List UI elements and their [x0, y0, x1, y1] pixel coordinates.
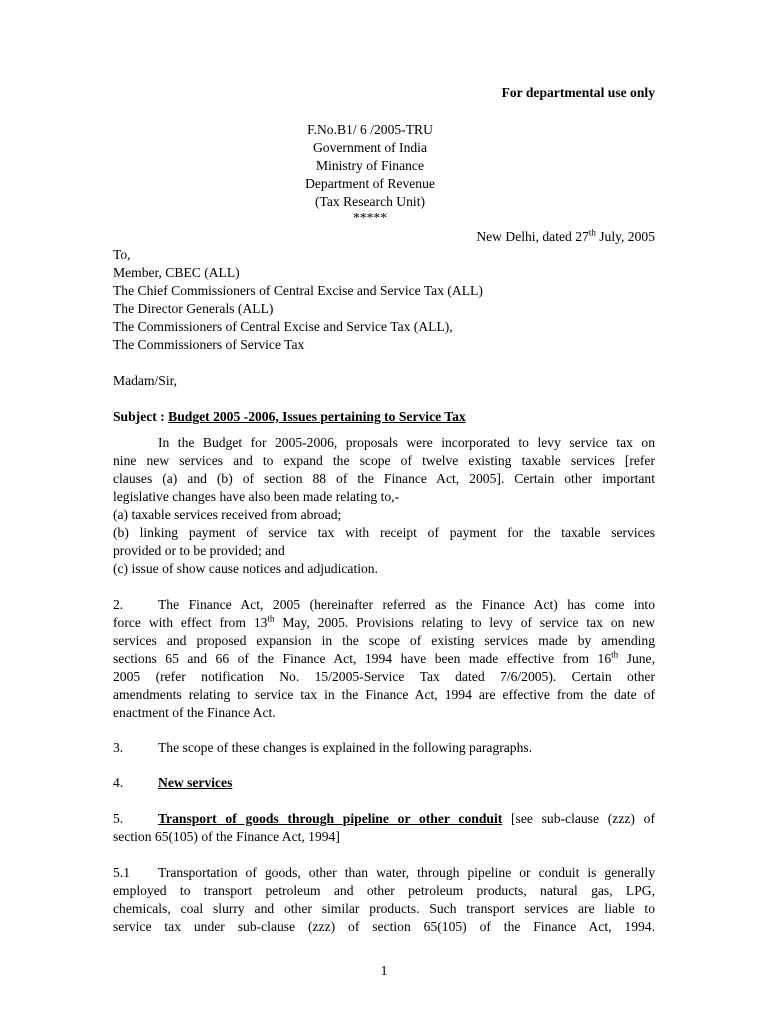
para2-line: services and proposed expansion in the scope of existing services made by amending — [113, 633, 655, 648]
addressee: The Chief Commissioners of Central Excise and Service Tax (ALL) — [113, 283, 483, 298]
org-ministry: Ministry of Finance — [316, 158, 424, 173]
intro-item-b: (b) linking payment of service tax with receipt of payment for the taxable services — [113, 525, 655, 540]
para51-line: service tax under sub-clause (zzz) of section 65(105) of the Finance Act, 1994. — [113, 919, 655, 934]
letter-date: New Delhi, dated 27th July, 2005 — [476, 227, 655, 244]
para4-heading: 4. New services — [113, 775, 233, 790]
subject-line: Subject : Budget 2005 -2006, Issues pertaining to Service Tax — [113, 409, 466, 424]
page-number: 1 — [380, 963, 388, 978]
para2-line: enactment of the Finance Act. — [113, 705, 276, 720]
addressee: Member, CBEC (ALL) — [113, 265, 240, 280]
para2-line: 2005 (refer notification No. 15/2005-Service Tax dated 7/6/2005). Certain other — [113, 669, 655, 684]
addressee: The Commissioners of Central Excise and Service Tax (ALL), — [113, 319, 453, 334]
para2-line: amendments relating to service tax in the Finance Act, 1994 are effective from the date of — [113, 687, 655, 702]
addressee: The Commissioners of Service Tax — [113, 337, 305, 352]
para2-line: force with effect from 13th May, 2005. Provisions relating to levy of service tax on new — [113, 613, 655, 630]
file-number: F.No.B1/ 6 /2005-TRU — [307, 122, 433, 137]
para51-line: 5.1 Transportation of goods, other than water, through pipeline or conduit is generally — [113, 865, 655, 880]
intro-line: clauses (a) and (b) of section 88 of the Finance Act, 2005]. Certain other important — [113, 471, 655, 486]
intro-line: legislative changes have also been made relating to,- — [113, 489, 400, 504]
para2-line: sections 65 and 66 of the Finance Act, 1994 have been made effective from 16th June, — [113, 649, 655, 666]
org-department: Department of Revenue — [305, 176, 435, 191]
org-government: Government of India — [312, 140, 427, 155]
para51-line: chemicals, coal slurry and other similar products. Such transport services are liable to — [113, 901, 655, 916]
separator-stars: ***** — [353, 210, 387, 225]
para3: 3. The scope of these changes is explained in the following paragraphs. — [113, 740, 533, 755]
intro-line: nine new services and to expand the scope of twelve existing taxable services [refer — [113, 453, 655, 468]
intro-line: In the Budget for 2005-2006, proposals were incorporated to levy service tax on — [158, 435, 655, 450]
salutation: Madam/Sir, — [113, 373, 178, 388]
para5-heading: 5. Transport of goods through pipeline or other conduit [see sub-clause (zzz) of — [113, 811, 655, 826]
para5-reference: section 65(105) of the Finance Act, 1994] — [113, 829, 340, 844]
para51-line: employed to transport petroleum and other petroleum products, natural gas, LPG, — [113, 883, 655, 898]
to-label: To, — [113, 247, 131, 262]
departmental-notice: For departmental use only — [501, 85, 655, 100]
intro-item-c: (c) issue of show cause notices and adjudication. — [113, 561, 378, 576]
intro-item-a: (a) taxable services received from abroad; — [113, 507, 342, 522]
para2-line: 2. The Finance Act, 2005 (hereinafter referred as the Finance Act) has come into — [113, 597, 655, 612]
intro-item-b-cont: provided or to be provided; and — [113, 543, 285, 558]
org-unit: (Tax Research Unit) — [314, 194, 426, 209]
addressee: The Director Generals (ALL) — [113, 301, 274, 316]
